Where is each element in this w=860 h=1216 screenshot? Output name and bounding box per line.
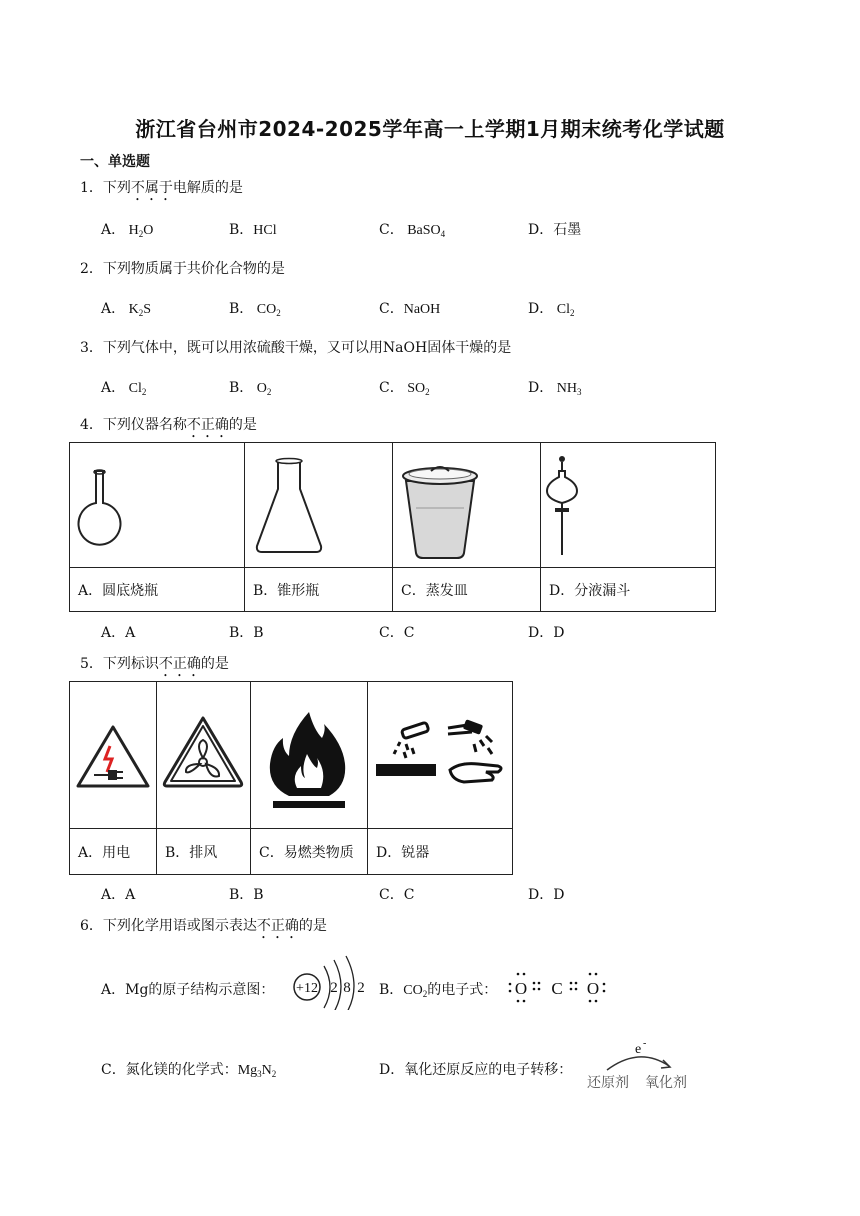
q5-caption-d: D．锐器 bbox=[368, 829, 513, 875]
q5-option-c[interactable]: C．C bbox=[379, 887, 415, 903]
electron-label: e bbox=[635, 1042, 642, 1057]
q4-caption-b: B．锥形瓶 bbox=[245, 568, 393, 612]
mg-atomic-structure-diagram bbox=[290, 950, 374, 1010]
electron-charge: - bbox=[643, 1038, 647, 1049]
q5-option-b[interactable]: B．B bbox=[229, 887, 264, 903]
question-4: 4．下列仪器名称不正确的是 bbox=[80, 417, 257, 433]
q4-caption-a: A．圆底烧瓶 bbox=[70, 568, 245, 612]
electricity-sign-icon bbox=[70, 682, 157, 829]
co2-electron-formula bbox=[505, 970, 609, 1004]
question-2: 2．下列物质属于共价化合物的是 bbox=[80, 261, 285, 277]
q5-signs-table bbox=[69, 681, 513, 875]
section-heading: 一、单选题 bbox=[80, 154, 150, 170]
q6-option-d[interactable]: D．氧化还原反应的电子转移： bbox=[379, 1062, 573, 1078]
reducing-agent-label: 还原剂 bbox=[587, 1075, 629, 1091]
q6-option-a[interactable]: A．Mg的原子结构示意图： bbox=[101, 982, 275, 998]
evaporating-dish-image bbox=[393, 443, 541, 568]
q2-option-c[interactable]: C．NaOH bbox=[379, 301, 441, 317]
q5-option-a[interactable]: A．A bbox=[101, 887, 136, 903]
q3-option-a[interactable]: A． $Cl_2$ bbox=[101, 380, 147, 397]
q6-option-b[interactable]: B．$CO_2$的电子式： bbox=[379, 982, 498, 999]
flammable-sign-icon bbox=[251, 682, 368, 829]
q6-option-c[interactable]: C．氮化镁的化学式：$Mg_3N_2$ bbox=[101, 1062, 277, 1079]
q3-option-d[interactable]: D． $NH_3$ bbox=[528, 380, 582, 397]
q5-option-d[interactable]: D．D bbox=[528, 887, 565, 903]
oxygen-atom-right: O bbox=[586, 979, 600, 998]
q2-option-a[interactable]: A． $K_2S$ bbox=[101, 301, 152, 318]
q4-option-b[interactable]: B．B bbox=[229, 625, 264, 641]
question-1: 1．下列不属于电解质的是 bbox=[80, 180, 243, 196]
exhaust-fan-sign-icon bbox=[157, 682, 251, 829]
q2-option-b[interactable]: B． $CO_2$ bbox=[229, 301, 281, 318]
q1-option-a[interactable]: A． $H_2O$ bbox=[101, 222, 154, 239]
nucleus-label: +12 bbox=[296, 981, 318, 996]
oxidizing-agent-label: 氧化剂 bbox=[645, 1075, 687, 1091]
q4-option-d[interactable]: D．D bbox=[528, 625, 565, 641]
q4-option-a[interactable]: A．A bbox=[101, 625, 136, 641]
carbon-atom: C bbox=[551, 979, 563, 998]
q1-option-b[interactable]: B．HCl bbox=[229, 222, 277, 238]
q4-caption-c: C．蒸发皿 bbox=[393, 568, 541, 612]
q2-option-d[interactable]: D． $Cl_2$ bbox=[528, 301, 575, 318]
q1-option-c[interactable]: C． BaSO$_4$ bbox=[379, 222, 446, 239]
q1-option-d[interactable]: D．石墨 bbox=[528, 222, 582, 238]
q4-option-c[interactable]: C．C bbox=[379, 625, 415, 641]
shell-2-count: 8 bbox=[343, 980, 351, 996]
separatory-funnel-image bbox=[541, 443, 716, 568]
electron-transfer-diagram bbox=[585, 1038, 697, 1092]
oxygen-atom-left: O bbox=[514, 979, 528, 998]
question-3: 3．下列气体中，既可以用浓硫酸干燥，又可以用NaOH固体干燥的是 bbox=[80, 340, 512, 356]
question-6: 6．下列化学用语或图示表达不正确的是 bbox=[80, 918, 327, 934]
question-5: 5．下列标识不正确的是 bbox=[80, 656, 229, 672]
shell-1-count: 2 bbox=[330, 980, 338, 996]
q4-caption-d: D．分液漏斗 bbox=[541, 568, 716, 612]
q5-caption-a: A．用电 bbox=[70, 829, 157, 875]
q5-caption-c: C．易燃类物质 bbox=[251, 829, 368, 875]
conical-flask-image bbox=[245, 443, 393, 568]
q3-option-b[interactable]: B． $O_2$ bbox=[229, 380, 272, 397]
page-title: 浙江省台州市2024-2025学年高一上学期1月期末统考化学试题 bbox=[135, 117, 725, 141]
q4-apparatus-table bbox=[69, 442, 716, 612]
q5-caption-b: B．排风 bbox=[157, 829, 251, 875]
round-bottom-flask-image bbox=[70, 443, 245, 568]
sharp-objects-sign-icon bbox=[368, 682, 513, 829]
shell-3-count: 2 bbox=[357, 980, 365, 996]
q3-option-c[interactable]: C． $SO_2$ bbox=[379, 380, 430, 397]
